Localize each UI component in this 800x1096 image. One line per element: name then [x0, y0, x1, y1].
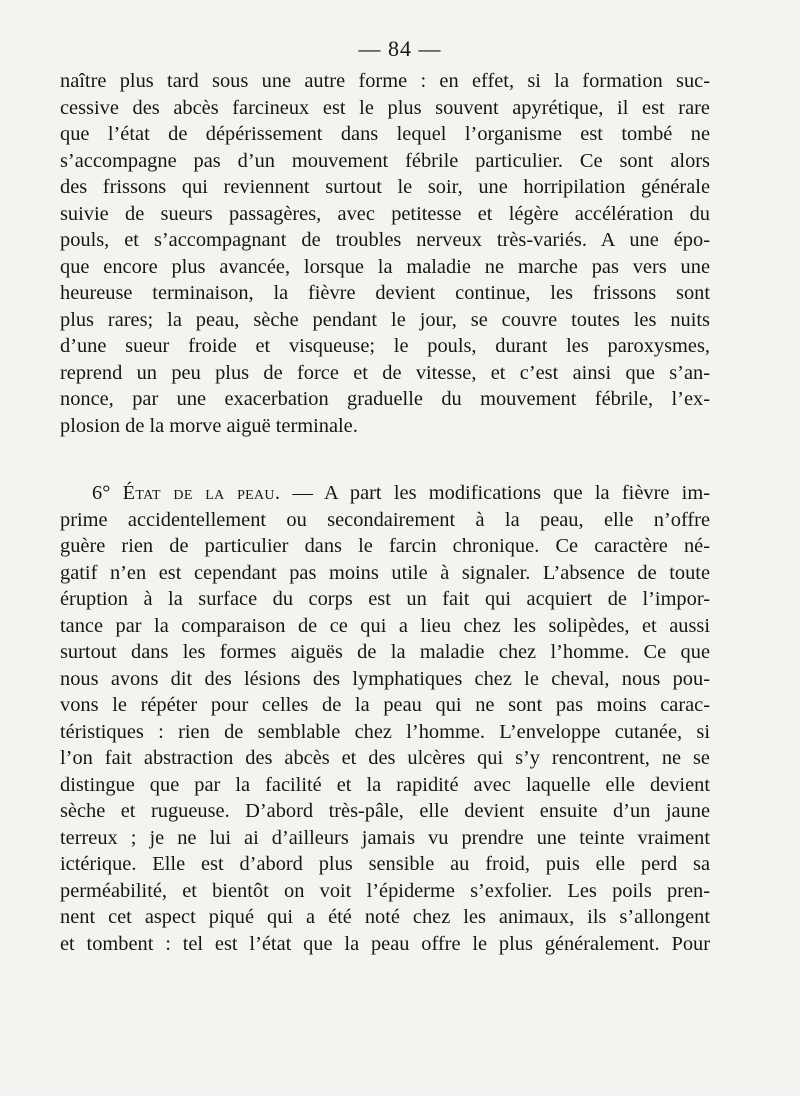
paragraph-skin-state: [60, 480, 710, 957]
text-line: sèche et rugueuse. D’abord très-pâle, elle devient ensuite d’un jaune: [60, 800, 710, 822]
text-line: que l’état de dépérissement dans lequel l’organisme est tombé ne: [60, 123, 710, 145]
text-line: guère rien de particulier dans le farcin chronique. Ce caractère né-: [60, 535, 710, 557]
text-line: perméabilité, et bientôt on voit l’épiderme s’exfolier. Les poils pren-: [60, 879, 710, 902]
text-line: cessive des abcès farcineux est le plus souvent apyrétique, il est rare: [60, 96, 710, 119]
text-line: que encore plus avancée, lorsque la maladie ne marche pas vers une: [60, 255, 710, 278]
text-line: heureuse terminaison, la fièvre devient continue, les frissons sont: [60, 282, 710, 304]
text-line: et tombent : tel est l’état que la peau offre le plus généralement. Pour: [60, 932, 710, 955]
text-line: suivie de sueurs passagères, avec petitesse et légère accélération du: [60, 202, 710, 225]
text-line: naître plus tard sous une autre forme : en effet, si la formation suc-: [60, 70, 710, 92]
section-heading: État de la peau.: [122, 482, 281, 504]
text-line: plus rares; la peau, sèche pendant le jour, se couvre toutes les nuits: [60, 308, 710, 331]
text-line: des frissons qui reviennent surtout le soir, une horripilation générale: [60, 176, 710, 198]
text-line: l’on fait abstraction des abcès et des ulcères qui s’y rencontrent, ne se: [60, 747, 710, 769]
section-heading-line: [60, 480, 710, 507]
section-number: 6°: [92, 482, 111, 504]
text-line: prime accidentellement ou secondairement à la peau, elle n’offre: [60, 508, 710, 531]
text-line: terreux ; je ne lui ai d’ailleurs jamais vu prendre une teinte vraiment: [60, 826, 710, 849]
text-line: vons le répéter pour celles de la peau qui ne sont pas moins carac-: [60, 694, 710, 716]
text-line: reprend un peu plus de force et de vitesse, et c’est ainsi que s’an-: [60, 361, 710, 384]
paragraph-fever: [60, 68, 710, 439]
text-line: nous avons dit des lésions des lymphatiques chez le cheval, nous pou-: [60, 667, 710, 690]
text-line: téristiques : rien de semblable chez l’homme. L’enveloppe cutanée, si: [60, 720, 710, 743]
text-line: s’accompagne pas d’un mouvement fébrile particulier. Ce sont alors: [60, 149, 710, 172]
text-line: pouls, et s’accompagnant de troubles nerveux très-variés. A une épo-: [60, 229, 710, 251]
text-line: surtout dans les formes aiguës de la maladie chez l’homme. Ce que: [60, 641, 710, 663]
text-line: éruption à la surface du corps est un fait qui acquiert de l’impor-: [60, 588, 710, 610]
page-number: — 84 —: [358, 36, 442, 61]
text-line: nonce, par une exacerbation graduelle du mouvement fébrile, l’ex-: [60, 388, 710, 410]
text-line: nent cet aspect piqué qui a été noté chez les animaux, ils s’allongent: [60, 906, 710, 928]
text-line: gatif n’en est cependant pas moins utile à signaler. L’absence de toute: [60, 561, 710, 584]
text-line: tance par la comparaison de ce qui a lieu chez les solipèdes, et aussi: [60, 614, 710, 637]
text-line: ictérique. Elle est d’abord plus sensible au froid, puis elle perd sa: [60, 853, 710, 875]
text-line: d’une sueur froide et visqueuse; le pouls, durant les paroxysmes,: [60, 335, 710, 357]
text-line-rest: — A part les modifications que la fièvre im-: [292, 482, 710, 504]
text-line: plosion de la morve aiguë terminale.: [60, 414, 358, 437]
text-line: distingue que par la facilité et la rapidité avec laquelle elle devient: [60, 773, 710, 796]
